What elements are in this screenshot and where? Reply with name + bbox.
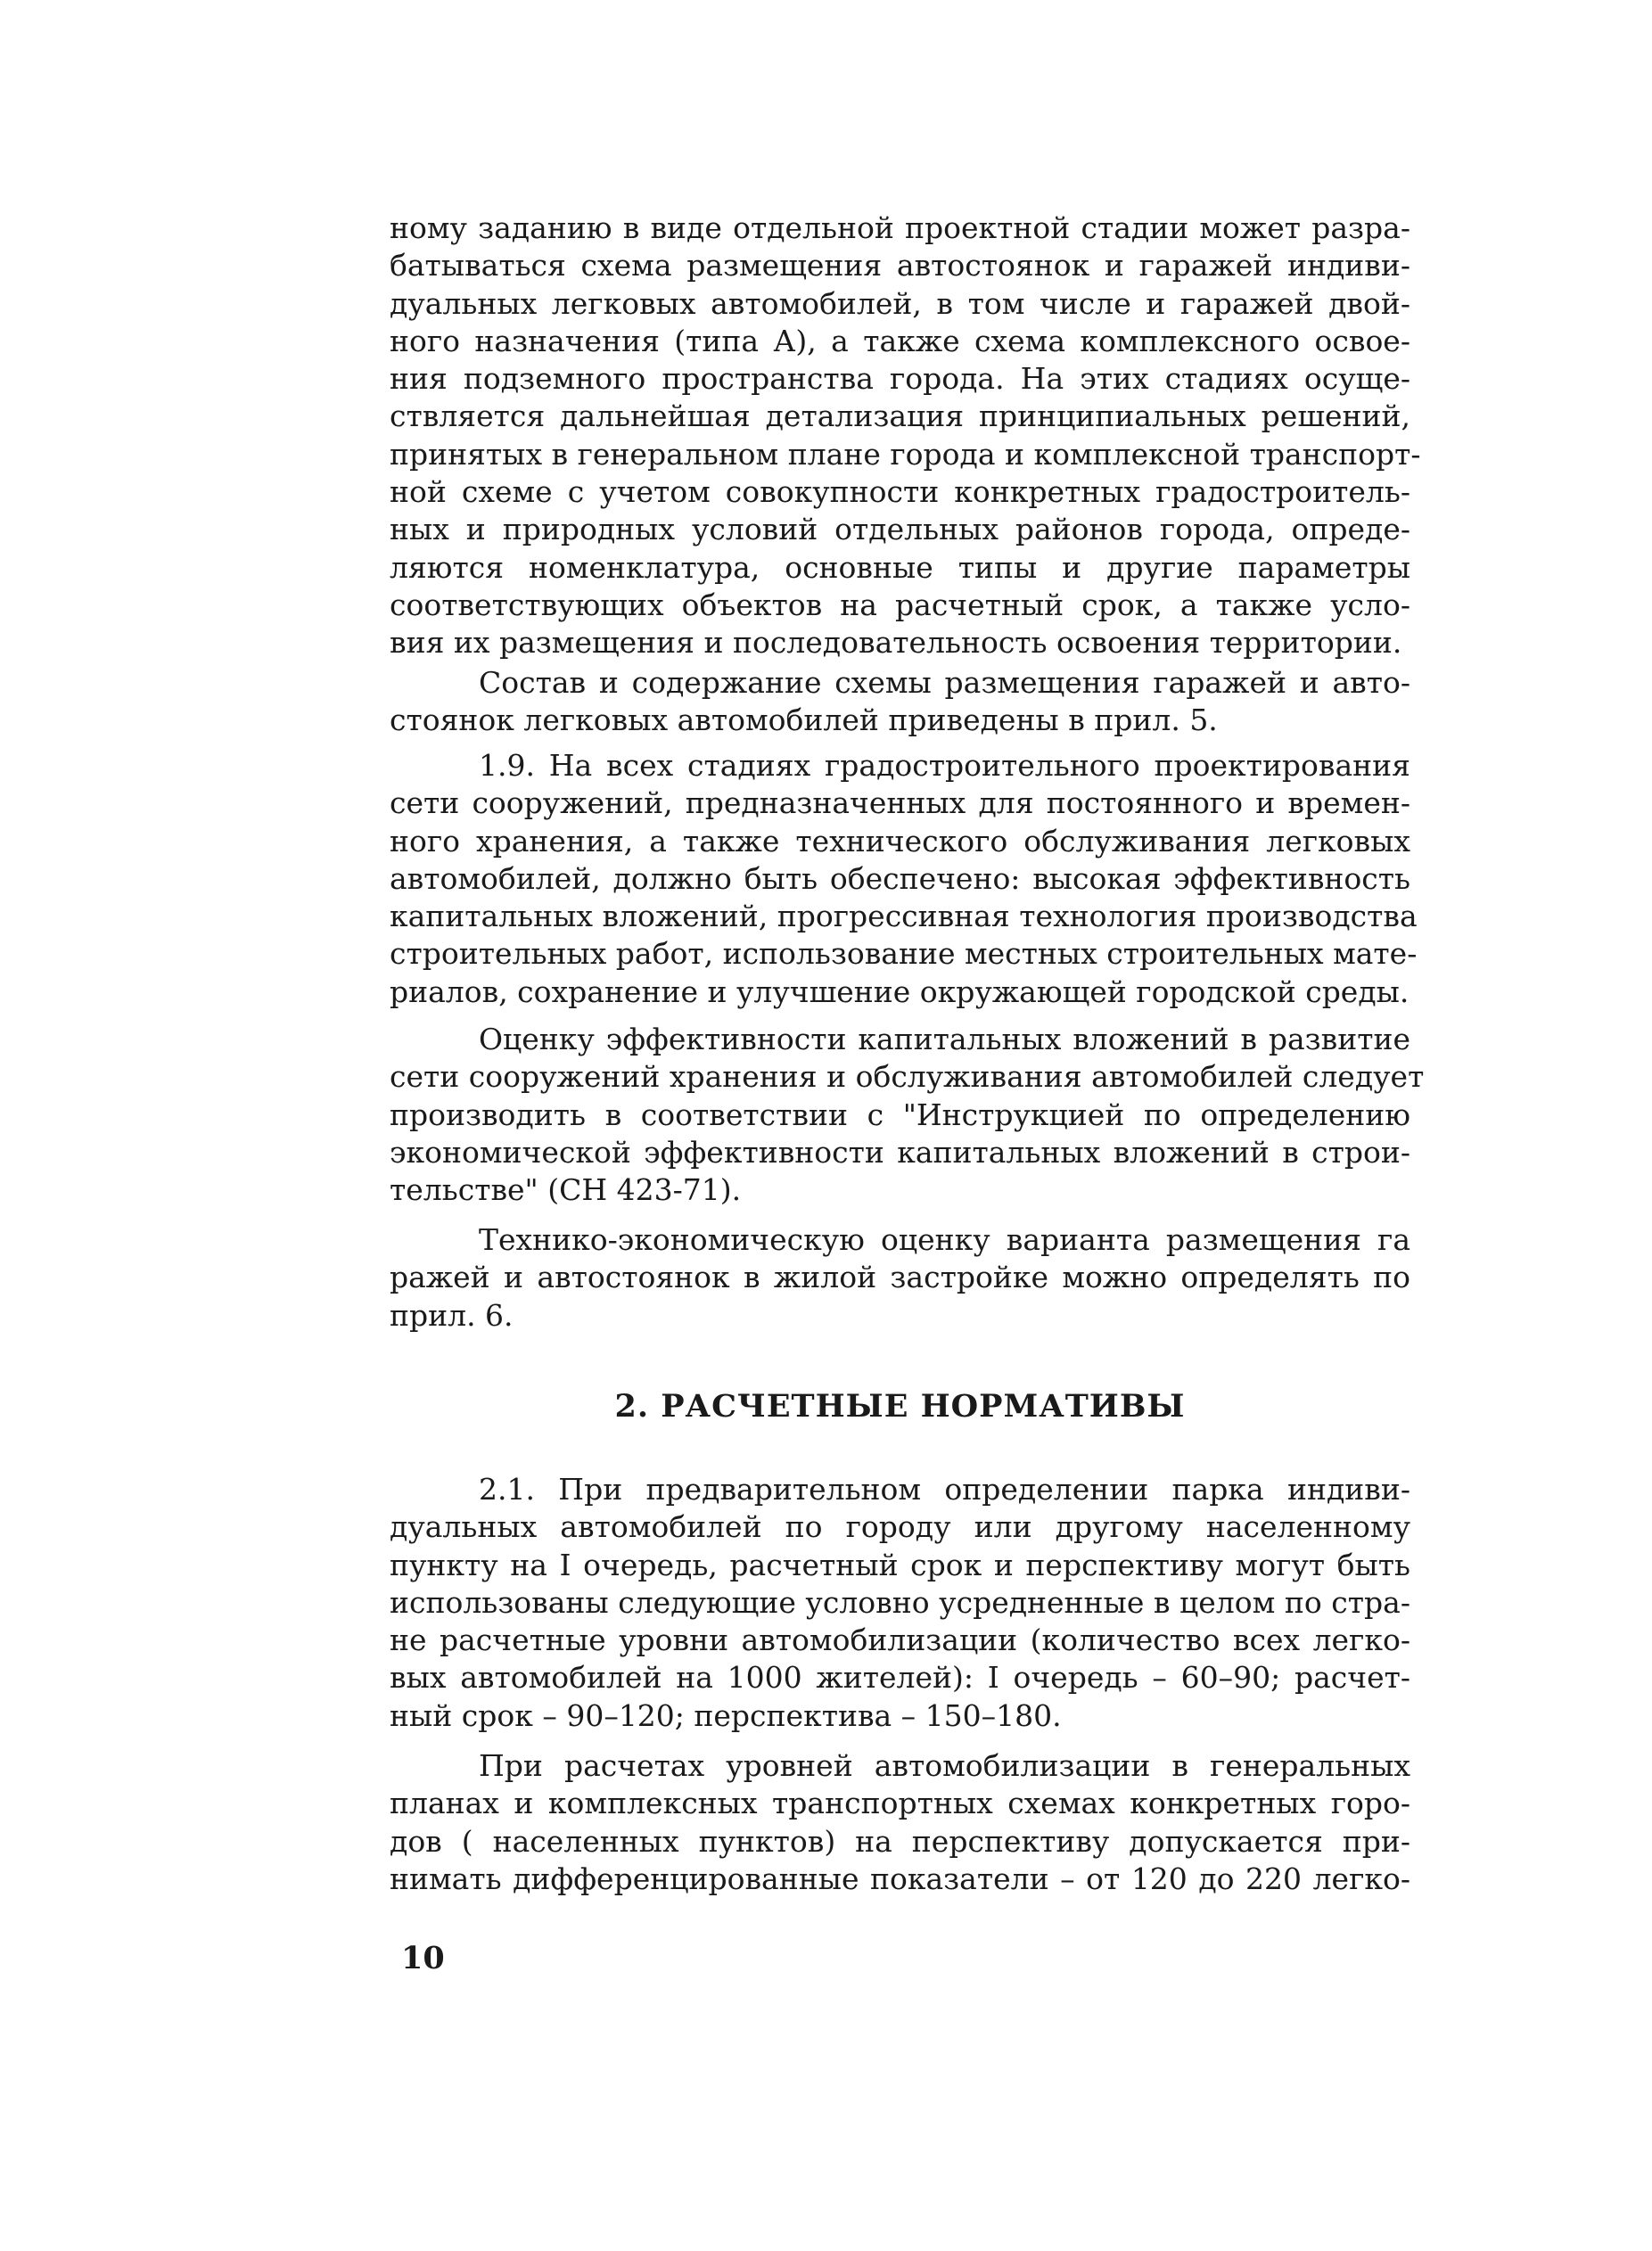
text-line: ния подземного пространства города. На этих стадиях осуще-	[390, 361, 1410, 397]
section-heading: 2. РАСЧЕТНЫЕ НОРМАТИВЫ	[614, 1388, 1186, 1425]
text-line: ной схеме с учетом совокупности конкретных градостроитель-	[390, 474, 1410, 510]
paragraph	[390, 1747, 1410, 1898]
text-line: сети сооружений хранения и обслуживания автомобилей следует	[390, 1059, 1425, 1095]
text-line: батываться схема размещения автостоянок и гаражей индиви-	[390, 248, 1410, 283]
text-line: не расчетные уровни автомобилизации (количество всех легко-	[390, 1623, 1410, 1658]
text-line: ляются номенклатура, основные типы и другие параметры	[390, 549, 1410, 585]
text-line: Оценку эффективности капитальных вложений в развитие	[479, 1022, 1410, 1056]
paragraph	[390, 664, 1410, 740]
text-line: вия их размещения и последовательность освоения территории.	[390, 625, 1402, 661]
text-line: ного хранения, а также технического обслуживания легковых	[390, 823, 1410, 859]
paragraph	[390, 209, 1421, 662]
text-line: сети сооружений, предназначенных для постоянного и времен-	[390, 785, 1410, 821]
text-line: строительных работ, использование местных строительных мате-	[390, 936, 1418, 972]
page-number: 10	[401, 1940, 445, 1976]
text-line: использованы следующие условно усредненные в целом по стра-	[390, 1584, 1410, 1620]
paragraph	[390, 1021, 1425, 1209]
text-line: 1.9. На всех стадиях градостроительного проектирования	[479, 748, 1410, 783]
text-line: Состав и содержание схемы размещения гаражей и авто-	[479, 665, 1410, 700]
paragraph	[390, 1221, 1410, 1335]
text-line: автомобилей, должно быть обеспечено: высокая эффективность	[390, 860, 1410, 896]
text-line: вых автомобилей на 1000 жителей): I очередь – 60–90; расчет-	[390, 1660, 1410, 1696]
text-line: ного назначения (типа А), а также схема комплексного освое-	[390, 323, 1410, 358]
text-line: дов ( населенных пунктов) на перспективу допускается при-	[390, 1823, 1410, 1859]
text-line: планах и комплексных транспортных схемах конкретных горо-	[390, 1786, 1410, 1821]
text-line: 2.1. При предварительном определении парка индиви-	[479, 1472, 1410, 1507]
text-line: принятых в генеральном плане города и комплексной транспорт-	[390, 436, 1421, 472]
text-line: ный срок – 90–120; перспектива – 150–180.	[390, 1697, 1062, 1733]
text-line: пункту на I очередь, расчетный срок и перспективу могут быть	[390, 1547, 1410, 1582]
text-line: дуальных легковых автомобилей, в том числе и гаражей двой-	[390, 285, 1410, 321]
text-line: производить в соответствии с "Инструкцией по определению	[390, 1097, 1410, 1132]
text-line: капитальных вложений, прогрессивная технология производства	[390, 899, 1418, 934]
text-line: тельстве" (СН 423-71).	[390, 1172, 742, 1208]
paragraph	[390, 747, 1418, 1011]
text-line: Технико-экономическую оценку варианта размещения га	[479, 1222, 1410, 1257]
text-line: дуальных автомобилей по городу или другому населенному	[390, 1509, 1410, 1545]
text-line: При расчетах уровней автомобилизации в генеральных	[479, 1748, 1410, 1783]
text-line: ному заданию в виде отдельной проектной стадии может разра-	[390, 210, 1410, 245]
text-line: нимать дифференцированные показатели – от 120 до 220 легко-	[390, 1861, 1410, 1896]
text-line: ствляется дальнейшая детализация принципиальных решений,	[390, 398, 1410, 434]
text-line: ных и природных условий отдельных районов города, опреде-	[390, 512, 1410, 547]
text-line: риалов, сохранение и улучшение окружающей городской среды.	[390, 974, 1410, 1009]
paragraph	[390, 1471, 1410, 1735]
text-line: экономической эффективности капитальных вложений в строи-	[390, 1134, 1410, 1170]
text-line: стоянок легковых автомобилей приведены в прил. 5.	[390, 702, 1218, 738]
text-line: соответствующих объектов на расчетный срок, а также усло-	[390, 587, 1410, 622]
text-line: прил. 6.	[390, 1297, 514, 1333]
text-line: ражей и автостоянок в жилой застройке можно определять по	[390, 1260, 1410, 1295]
